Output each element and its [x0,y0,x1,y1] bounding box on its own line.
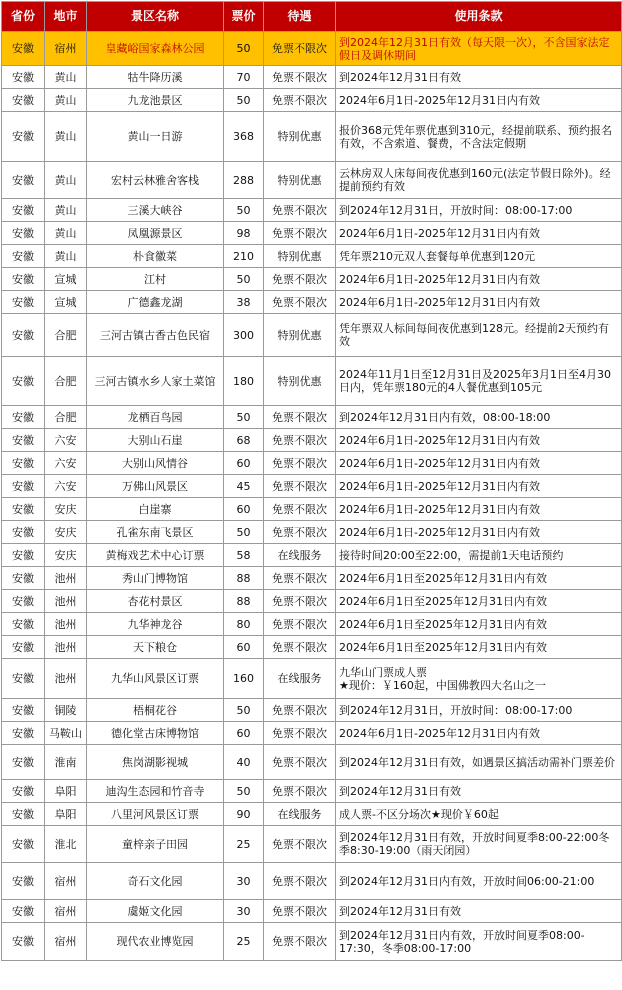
cell-price: 40 [224,745,264,780]
cell-price: 180 [224,357,264,406]
cell-city: 宣城 [45,268,87,291]
cell-terms: 2024年6月1日-2025年12月31日内有效 [336,222,622,245]
cell-city: 阜阳 [45,803,87,826]
cell-scenic-name: 奇石文化园 [87,863,224,900]
cell-province: 安徽 [2,112,45,162]
cell-city: 马鞍山 [45,722,87,745]
cell-benefit: 在线服务 [264,544,336,567]
cell-scenic-name: 迪沟生态园和竹音寺 [87,780,224,803]
cell-city: 黄山 [45,222,87,245]
cell-benefit: 免票不限次 [264,32,336,66]
cell-terms: 到2024年12月31日内有效，08:00-18:00 [336,406,622,429]
cell-benefit: 免票不限次 [264,291,336,314]
cell-scenic-name: 凤凰源景区 [87,222,224,245]
cell-scenic-name: 九龙池景区 [87,89,224,112]
cell-terms: 2024年6月1日至2025年12月31日内有效 [336,636,622,659]
table-row [2,923,622,961]
table-row [2,357,622,406]
cell-price: 25 [224,923,264,961]
table-row [2,89,622,112]
cell-benefit: 免票不限次 [264,475,336,498]
cell-province: 安徽 [2,406,45,429]
cell-city: 铜陵 [45,699,87,722]
ticket-table [1,1,622,961]
cell-province: 安徽 [2,659,45,699]
cell-city: 黄山 [45,89,87,112]
cell-price: 50 [224,199,264,222]
cell-benefit: 特别优惠 [264,112,336,162]
cell-benefit: 在线服务 [264,659,336,699]
cell-province: 安徽 [2,521,45,544]
table-row [2,863,622,900]
cell-price: 50 [224,406,264,429]
cell-province: 安徽 [2,245,45,268]
cell-province: 安徽 [2,636,45,659]
cell-province: 安徽 [2,745,45,780]
cell-province: 安徽 [2,475,45,498]
cell-scenic-name: 童梓亲子田园 [87,826,224,863]
cell-scenic-name: 德化堂古床博物馆 [87,722,224,745]
cell-benefit: 免票不限次 [264,222,336,245]
table-row [2,636,622,659]
table-row [2,291,622,314]
cell-scenic-name: 梧桐花谷 [87,699,224,722]
cell-scenic-name: 杏花村景区 [87,590,224,613]
cell-city: 宣城 [45,291,87,314]
cell-scenic-name: 龙栖百鸟园 [87,406,224,429]
cell-benefit: 免票不限次 [264,268,336,291]
cell-price: 70 [224,66,264,89]
cell-province: 安徽 [2,498,45,521]
cell-city: 池州 [45,636,87,659]
cell-price: 300 [224,314,264,357]
cell-province: 安徽 [2,66,45,89]
cell-province: 安徽 [2,544,45,567]
cell-benefit: 免票不限次 [264,780,336,803]
cell-province: 安徽 [2,923,45,961]
cell-province: 安徽 [2,863,45,900]
cell-terms: 2024年11月1日至12月31日及2025年3月1日至4月30日内，凭年票180元的4人餐优惠到105元 [336,357,622,406]
cell-province: 安徽 [2,613,45,636]
table-row [2,268,622,291]
table-row [2,567,622,590]
cell-terms: 到2024年12月31日，开放时间：08:00-17:00 [336,699,622,722]
cell-price: 50 [224,521,264,544]
cell-terms: 2024年6月1日-2025年12月31日内有效 [336,452,622,475]
cell-city: 黄山 [45,112,87,162]
cell-terms: 2024年6月1日至2025年12月31日内有效 [336,590,622,613]
cell-price: 368 [224,112,264,162]
cell-price: 98 [224,222,264,245]
cell-city: 淮北 [45,826,87,863]
cell-city: 黄山 [45,66,87,89]
cell-benefit: 免票不限次 [264,521,336,544]
cell-city: 六安 [45,452,87,475]
cell-benefit: 免票不限次 [264,498,336,521]
cell-terms: 到2024年12月31日内有效，开放时间06:00-21:00 [336,863,622,900]
cell-benefit: 免票不限次 [264,452,336,475]
cell-province: 安徽 [2,452,45,475]
header-benefit: 待遇 [264,2,336,32]
table-row [2,429,622,452]
cell-city: 合肥 [45,357,87,406]
cell-price: 288 [224,162,264,199]
table-row [2,32,622,66]
cell-terms: 到2024年12月31日有效（每天限一次），不含国家法定假日及调休期间 [336,32,622,66]
cell-scenic-name: 天下粮仓 [87,636,224,659]
cell-terms: 九华山门票成人票 ★现价：￥160起，中国佛教四大名山之一 [336,659,622,699]
cell-scenic-name: 虞姬文化园 [87,900,224,923]
table-row [2,590,622,613]
cell-price: 80 [224,613,264,636]
cell-scenic-name: 九华神龙谷 [87,613,224,636]
cell-price: 88 [224,590,264,613]
cell-price: 50 [224,268,264,291]
cell-city: 宿州 [45,32,87,66]
cell-price: 60 [224,452,264,475]
cell-scenic-name: 秀山门博物馆 [87,567,224,590]
cell-terms: 成人票-不区分场次★现价￥60起 [336,803,622,826]
cell-benefit: 免票不限次 [264,66,336,89]
table-row [2,162,622,199]
cell-terms: 到2024年12月31日有效 [336,780,622,803]
cell-city: 阜阳 [45,780,87,803]
cell-province: 安徽 [2,567,45,590]
cell-benefit: 免票不限次 [264,699,336,722]
cell-city: 宿州 [45,923,87,961]
cell-city: 黄山 [45,199,87,222]
cell-price: 160 [224,659,264,699]
cell-price: 50 [224,699,264,722]
cell-scenic-name: 广德鑫龙湖 [87,291,224,314]
cell-terms: 2024年6月1日至2025年12月31日内有效 [336,567,622,590]
table-row [2,780,622,803]
cell-city: 黄山 [45,245,87,268]
cell-terms: 到2024年12月31日内有效，开放时间夏季08:00-17:30，冬季08:00-17:00 [336,923,622,961]
cell-benefit: 特别优惠 [264,245,336,268]
cell-terms: 到2024年12月31日有效，开放时间夏季8:00-22:00冬季8:30-19:00（雨天闭园） [336,826,622,863]
cell-terms: 2024年6月1日-2025年12月31日内有效 [336,521,622,544]
table-row [2,199,622,222]
cell-price: 50 [224,780,264,803]
cell-city: 安庆 [45,498,87,521]
table-row [2,112,622,162]
cell-scenic-name: 黄梅戏艺术中心订票 [87,544,224,567]
cell-terms: 2024年6月1日-2025年12月31日内有效 [336,475,622,498]
cell-terms: 2024年6月1日-2025年12月31日内有效 [336,722,622,745]
cell-province: 安徽 [2,32,45,66]
cell-benefit: 特别优惠 [264,314,336,357]
cell-province: 安徽 [2,268,45,291]
table-row [2,452,622,475]
cell-scenic-name: 三河古镇古香古色民宿 [87,314,224,357]
cell-terms: 云林房双人床每间夜优惠到160元(法定节假日除外)。经提前预约有效 [336,162,622,199]
cell-city: 池州 [45,590,87,613]
cell-benefit: 免票不限次 [264,89,336,112]
cell-benefit: 免票不限次 [264,429,336,452]
header-price: 票价 [224,2,264,32]
cell-benefit: 在线服务 [264,803,336,826]
cell-province: 安徽 [2,429,45,452]
cell-scenic-name: 三河古镇水乡人家土菜馆 [87,357,224,406]
cell-benefit: 免票不限次 [264,590,336,613]
cell-terms: 凭年票210元双人套餐每单优惠到120元 [336,245,622,268]
cell-terms: 报价368元凭年票优惠到310元，经提前联系、预约报名有效，不含索道、餐费，不含法定假期 [336,112,622,162]
cell-price: 50 [224,32,264,66]
table-row [2,314,622,357]
cell-province: 安徽 [2,780,45,803]
cell-city: 池州 [45,659,87,699]
table-row [2,659,622,699]
cell-province: 安徽 [2,590,45,613]
cell-city: 池州 [45,613,87,636]
cell-benefit: 免票不限次 [264,613,336,636]
cell-price: 58 [224,544,264,567]
cell-benefit: 免票不限次 [264,199,336,222]
table-row [2,498,622,521]
table-row [2,722,622,745]
cell-benefit: 免票不限次 [264,636,336,659]
cell-city: 宿州 [45,863,87,900]
cell-province: 安徽 [2,900,45,923]
cell-scenic-name: 皇藏峪国家森林公园 [87,32,224,66]
cell-city: 淮南 [45,745,87,780]
cell-benefit: 免票不限次 [264,406,336,429]
cell-scenic-name: 大别山石崖 [87,429,224,452]
cell-terms: 到2024年12月31日有效，如遇景区搞活动需补门票差价 [336,745,622,780]
cell-province: 安徽 [2,291,45,314]
cell-terms: 到2024年12月31日有效 [336,900,622,923]
cell-province: 安徽 [2,162,45,199]
cell-benefit: 免票不限次 [264,900,336,923]
cell-city: 安庆 [45,521,87,544]
cell-province: 安徽 [2,222,45,245]
table-row [2,222,622,245]
cell-terms: 到2024年12月31日，开放时间：08:00-17:00 [336,199,622,222]
cell-benefit: 特别优惠 [264,162,336,199]
cell-benefit: 特别优惠 [264,357,336,406]
cell-province: 安徽 [2,89,45,112]
cell-price: 30 [224,863,264,900]
cell-terms: 2024年6月1日-2025年12月31日内有效 [336,291,622,314]
header-province: 省份 [2,2,45,32]
cell-price: 90 [224,803,264,826]
cell-price: 30 [224,900,264,923]
cell-price: 45 [224,475,264,498]
cell-benefit: 免票不限次 [264,722,336,745]
cell-scenic-name: 江村 [87,268,224,291]
cell-province: 安徽 [2,199,45,222]
cell-benefit: 免票不限次 [264,745,336,780]
table-row [2,521,622,544]
table-row [2,66,622,89]
cell-scenic-name: 孔雀东南飞景区 [87,521,224,544]
cell-terms: 2024年6月1日-2025年12月31日内有效 [336,89,622,112]
cell-scenic-name: 焦岗湖影视城 [87,745,224,780]
cell-city: 六安 [45,429,87,452]
cell-scenic-name: 朴食徽菜 [87,245,224,268]
cell-city: 六安 [45,475,87,498]
cell-province: 安徽 [2,357,45,406]
cell-terms: 2024年6月1日-2025年12月31日内有效 [336,498,622,521]
header-row [2,2,622,32]
table-row [2,613,622,636]
table-row [2,475,622,498]
cell-benefit: 免票不限次 [264,923,336,961]
cell-price: 210 [224,245,264,268]
cell-benefit: 免票不限次 [264,567,336,590]
cell-price: 60 [224,636,264,659]
table-row [2,745,622,780]
cell-scenic-name: 万佛山风景区 [87,475,224,498]
table-row [2,900,622,923]
cell-city: 合肥 [45,406,87,429]
header-city: 地市 [45,2,87,32]
cell-terms: 2024年6月1日-2025年12月31日内有效 [336,268,622,291]
cell-city: 安庆 [45,544,87,567]
cell-price: 25 [224,826,264,863]
cell-price: 88 [224,567,264,590]
cell-price: 60 [224,498,264,521]
cell-terms: 2024年6月1日至2025年12月31日内有效 [336,613,622,636]
header-terms: 使用条款 [336,2,622,32]
cell-scenic-name: 九华山风景区订票 [87,659,224,699]
cell-province: 安徽 [2,826,45,863]
cell-province: 安徽 [2,699,45,722]
cell-province: 安徽 [2,803,45,826]
cell-scenic-name: 现代农业博览园 [87,923,224,961]
cell-benefit: 免票不限次 [264,863,336,900]
header-scenic-name: 景区名称 [87,2,224,32]
cell-terms: 接待时间20:00至22:00，需提前1天电话预约 [336,544,622,567]
cell-scenic-name: 八里河风景区订票 [87,803,224,826]
cell-price: 50 [224,89,264,112]
table-row [2,803,622,826]
cell-scenic-name: 三溪大峡谷 [87,199,224,222]
cell-province: 安徽 [2,722,45,745]
cell-city: 宿州 [45,900,87,923]
table-row [2,245,622,268]
cell-scenic-name: 白崖寨 [87,498,224,521]
cell-terms: 凭年票双人标间每间夜优惠到128元。经提前2天预约有效 [336,314,622,357]
cell-price: 38 [224,291,264,314]
cell-province: 安徽 [2,314,45,357]
cell-city: 合肥 [45,314,87,357]
cell-city: 池州 [45,567,87,590]
table-row [2,826,622,863]
cell-scenic-name: 大别山风情谷 [87,452,224,475]
table-row [2,699,622,722]
cell-price: 60 [224,722,264,745]
cell-scenic-name: 宏村云林雅舍客栈 [87,162,224,199]
cell-price: 68 [224,429,264,452]
cell-scenic-name: 牯牛降历溪 [87,66,224,89]
cell-scenic-name: 黄山一日游 [87,112,224,162]
cell-terms: 2024年6月1日-2025年12月31日内有效 [336,429,622,452]
table-row [2,544,622,567]
cell-benefit: 免票不限次 [264,826,336,863]
table-row [2,406,622,429]
cell-terms: 到2024年12月31日有效 [336,66,622,89]
cell-city: 黄山 [45,162,87,199]
